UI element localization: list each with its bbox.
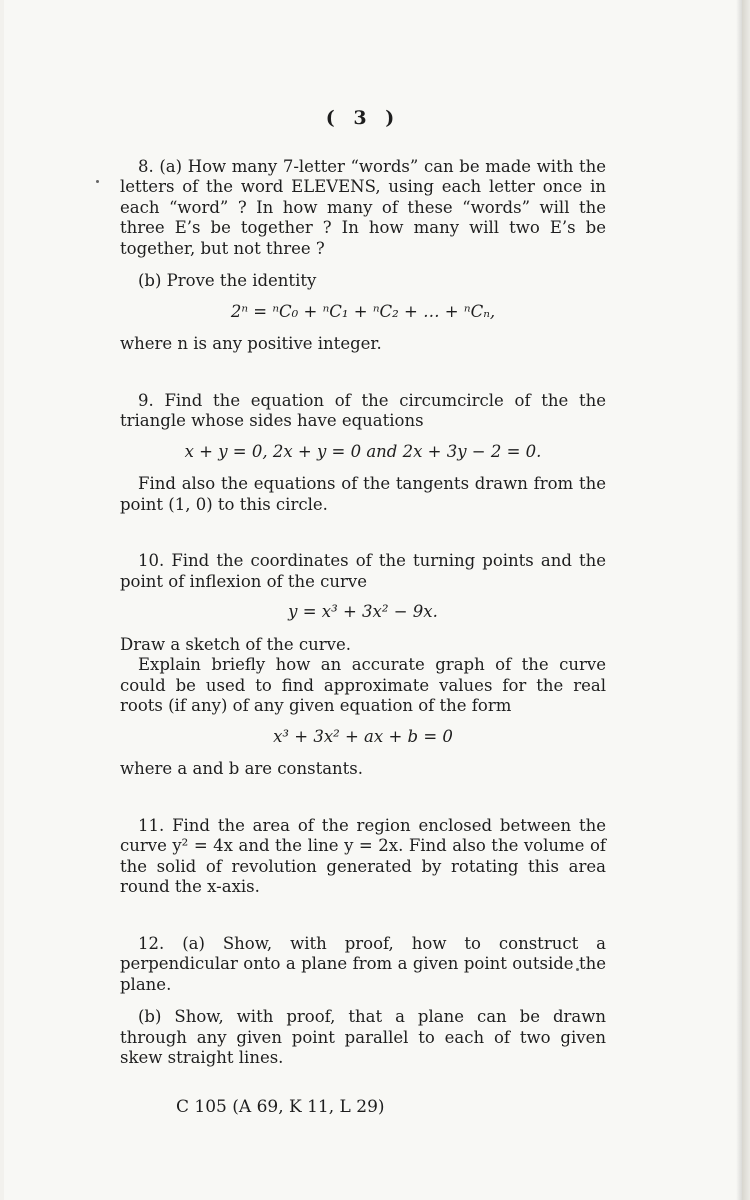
- question-10: [120, 551, 606, 780]
- question-10-sketch: Draw a sketch of the curve.: [120, 634, 352, 654]
- paper-code: C 105 (A 69, K 11, L 29): [176, 1096, 385, 1117]
- question-10-explain: Explain briefly how an accurate graph of the curve could be used to find approximate values for the real roots (if any) of any given equation of the form: [120, 655, 606, 715]
- question-9-after: Find also the equations of the tangents drawn from the point (1, 0) to this circle.: [120, 474, 606, 514]
- question-9-text: 9. Find the equation of the circumcircle of the the triangle whose sides have equations: [120, 390, 606, 430]
- question-12b-text: (b) Show, with proof, that a plane can be drawn through any given point parallel to each of two given skew straight lines.: [120, 1007, 606, 1067]
- question-8: [120, 157, 606, 355]
- question-8a-text: 8. (a) How many 7-letter “words” can be made with the letters of the word ELEVENS, using each letter once in each “word” ? In how many of these “words” will the three E’s be together ? In how many will two E’s be together, but not three ?: [120, 156, 606, 258]
- question-12a-text: 12. (a) Show, with proof, how to construct a perpendicular onto a plane from a given point outside the plane.: [120, 933, 606, 994]
- page-number: ( 3 ): [325, 107, 401, 129]
- page-edge: [742, 0, 750, 1200]
- exam-page: [4, 0, 742, 1200]
- question-9-formula: x + y = 0, 2x + y = 0 and 2x + 3y − 2 = 0.: [184, 441, 542, 461]
- question-10-formula: y = x³ + 3x² − 9x.: [288, 602, 438, 621]
- question-9: [120, 391, 606, 516]
- question-8b-intro: (b) Prove the identity: [138, 271, 317, 290]
- question-10-text: 10. Find the coordinates of the turning points and the point of inflexion of the curve: [120, 551, 606, 591]
- question-12: [120, 934, 606, 1069]
- question-8b-after: where n is any positive integer.: [120, 334, 382, 353]
- question-10-formula-2: x³ + 3x² + ax + b = 0: [273, 726, 453, 746]
- question-11-text: 11. Find the area of the region enclosed between the curve y² = 4x and the line y = 2x. Find also the volume of the solid of revolution generated by rotating this area round the x-axis.: [120, 815, 606, 896]
- question-8b-formula: 2ⁿ = ⁿC₀ + ⁿC₁ + ⁿC₂ + … + ⁿCₙ,: [230, 301, 496, 321]
- question-11: [120, 816, 606, 898]
- question-10-after: where a and b are constants.: [120, 759, 364, 778]
- paper-speck: [96, 180, 99, 183]
- page-content: [120, 108, 606, 1117]
